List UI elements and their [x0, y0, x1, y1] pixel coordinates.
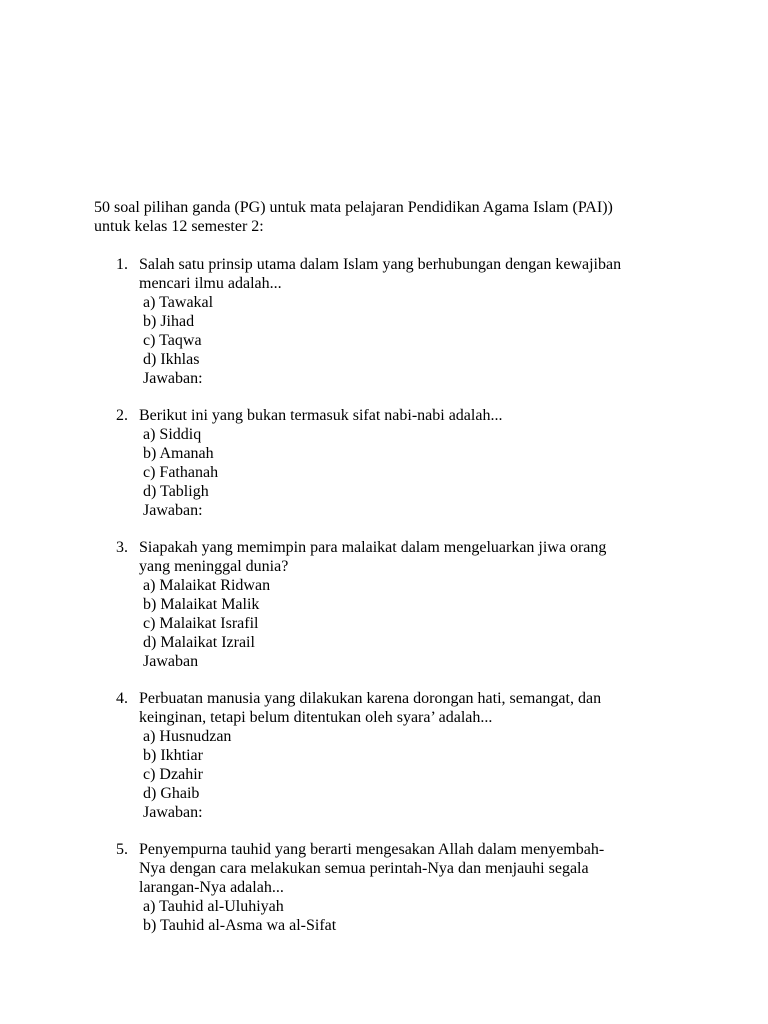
- question-text: [116, 538, 676, 576]
- question-line: keinginan, tetapi belum ditentukan oleh syara’ adalah...: [139, 709, 493, 726]
- question-4: [116, 689, 676, 822]
- answer-label: Jawaban:: [143, 370, 203, 387]
- question-text: [116, 689, 676, 727]
- question-number: 3.: [116, 539, 128, 556]
- option-b: b) Jihad: [143, 313, 195, 330]
- question-line: yang meninggal dunia?: [139, 558, 289, 575]
- option-b: b) Amanah: [143, 445, 214, 462]
- question-line: Berikut ini yang bukan termasuk sifat nabi-nabi adalah...: [139, 407, 503, 424]
- option-d: d) Tabligh: [143, 483, 209, 500]
- option-d: d) Malaikat Izrail: [143, 634, 255, 651]
- question-text: [116, 406, 676, 425]
- option-c: c) Fathanah: [143, 464, 219, 481]
- question-number: 4.: [116, 690, 128, 707]
- option-a: a) Tawakal: [143, 294, 214, 311]
- option-a: a) Husnudzan: [143, 728, 232, 745]
- option-c: c) Malaikat Israfil: [143, 615, 259, 632]
- question-line: Siapakah yang memimpin para malaikat dalam mengeluarkan jiwa orang: [139, 539, 607, 556]
- answer-label: Jawaban:: [143, 804, 203, 821]
- option-b: b) Tauhid al-Asma wa al-Sifat: [143, 917, 337, 934]
- answer-label: Jawaban: [143, 653, 199, 670]
- question-number: 5.: [116, 841, 128, 858]
- question-line: larangan-Nya adalah...: [139, 879, 284, 896]
- intro-line: 50 soal pilihan ganda (PG) untuk mata pelajaran Pendidikan Agama Islam (PAI)): [94, 199, 613, 216]
- option-d: d) Ghaib: [143, 785, 200, 802]
- option-a: a) Tauhid al-Uluhiyah: [143, 898, 284, 915]
- question-line: Salah satu prinsip utama dalam Islam yang berhubungan dengan kewajiban: [139, 256, 622, 273]
- question-text: [116, 255, 676, 293]
- option-c: c) Taqwa: [143, 332, 202, 349]
- question-text: [116, 840, 676, 897]
- answer-label: Jawaban:: [143, 502, 203, 519]
- option-b: b) Malaikat Malik: [143, 596, 260, 613]
- option-b: b) Ikhtiar: [143, 747, 203, 764]
- intro-line: untuk kelas 12 semester 2:: [94, 218, 264, 235]
- question-1: [116, 255, 676, 388]
- option-a: a) Siddiq: [143, 426, 202, 443]
- question-number: 1.: [116, 256, 128, 273]
- option-d: d) Ikhlas: [143, 351, 200, 368]
- question-line: Nya dengan cara melakukan semua perintah-Nya dan menjauhi segala: [139, 860, 589, 877]
- question-number: 2.: [116, 407, 128, 424]
- question-5: [116, 840, 676, 935]
- option-c: c) Dzahir: [143, 766, 203, 783]
- option-a: a) Malaikat Ridwan: [143, 577, 271, 594]
- intro-paragraph: [94, 198, 694, 236]
- question-line: Perbuatan manusia yang dilakukan karena dorongan hati, semangat, dan: [139, 690, 602, 707]
- question-line: Penyempurna tauhid yang berarti mengesakan Allah dalam menyembah-: [139, 841, 605, 858]
- question-2: [116, 406, 676, 520]
- question-3: [116, 538, 676, 671]
- question-line: mencari ilmu adalah...: [139, 275, 282, 292]
